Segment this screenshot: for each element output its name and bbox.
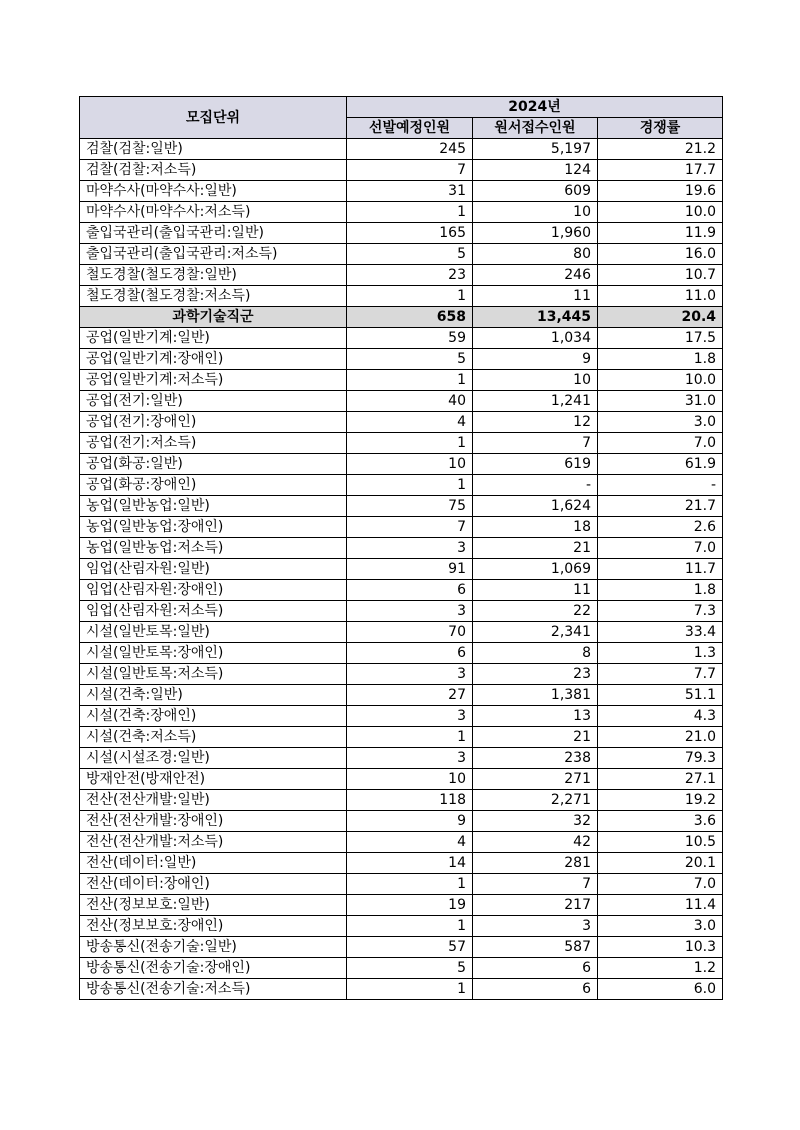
row-applied: 619 [473, 454, 598, 475]
row-ratio: 17.7 [598, 160, 723, 181]
table-row [80, 349, 723, 370]
table-row [80, 580, 723, 601]
header-applied: 원서접수인원 [473, 118, 598, 139]
row-selected: 1 [347, 979, 473, 1000]
table-row [80, 769, 723, 790]
row-ratio: 7.0 [598, 433, 723, 454]
table-row [80, 181, 723, 202]
row-applied: 11 [473, 286, 598, 307]
row-name: 시설(건축:저소득) [80, 727, 347, 748]
row-selected: 6 [347, 580, 473, 601]
row-ratio: 33.4 [598, 622, 723, 643]
row-ratio: 19.2 [598, 790, 723, 811]
row-selected: 118 [347, 790, 473, 811]
row-name: 전산(전산개발:일반) [80, 790, 347, 811]
row-applied: 2,341 [473, 622, 598, 643]
table-row [80, 685, 723, 706]
row-ratio: 20.4 [598, 307, 723, 328]
row-name: 마약수사(마약수사:일반) [80, 181, 347, 202]
row-name: 공업(화공:장애인) [80, 475, 347, 496]
table-row [80, 160, 723, 181]
row-ratio: 1.2 [598, 958, 723, 979]
table-row [80, 937, 723, 958]
row-applied: 11 [473, 580, 598, 601]
row-selected: 19 [347, 895, 473, 916]
table-row [80, 601, 723, 622]
row-name: 방송통신(전송기술:저소득) [80, 979, 347, 1000]
row-name: 검찰(검찰:일반) [80, 139, 347, 160]
row-name: 시설(일반토목:일반) [80, 622, 347, 643]
row-ratio: 1.8 [598, 349, 723, 370]
row-selected: 165 [347, 223, 473, 244]
row-applied: 21 [473, 727, 598, 748]
table-row [80, 748, 723, 769]
row-selected: 3 [347, 664, 473, 685]
row-applied: 609 [473, 181, 598, 202]
row-name: 시설(시설조경:일반) [80, 748, 347, 769]
row-name: 전산(데이터:일반) [80, 853, 347, 874]
header-ratio: 경쟁률 [598, 118, 723, 139]
table-row [80, 496, 723, 517]
table-row [80, 475, 723, 496]
row-ratio: - [598, 475, 723, 496]
table-row [80, 979, 723, 1000]
row-selected: 5 [347, 349, 473, 370]
row-applied: 1,241 [473, 391, 598, 412]
row-name: 전산(정보보호:장애인) [80, 916, 347, 937]
row-ratio: 19.6 [598, 181, 723, 202]
table-row [80, 370, 723, 391]
row-name: 임업(산림자원:저소득) [80, 601, 347, 622]
row-name: 공업(일반기계:일반) [80, 328, 347, 349]
table-row [80, 643, 723, 664]
header-unit: 모집단위 [80, 97, 347, 139]
table-row [80, 916, 723, 937]
row-name: 검찰(검찰:저소득) [80, 160, 347, 181]
row-selected: 57 [347, 937, 473, 958]
row-name: 공업(전기:저소득) [80, 433, 347, 454]
row-name: 공업(일반기계:장애인) [80, 349, 347, 370]
row-name: 전산(정보보호:일반) [80, 895, 347, 916]
table-row [80, 517, 723, 538]
table-row [80, 454, 723, 475]
row-applied: 8 [473, 643, 598, 664]
row-selected: 1 [347, 874, 473, 895]
row-selected: 3 [347, 601, 473, 622]
row-ratio: 79.3 [598, 748, 723, 769]
row-selected: 27 [347, 685, 473, 706]
row-applied: 13,445 [473, 307, 598, 328]
table-row [80, 328, 723, 349]
row-applied: 1,381 [473, 685, 598, 706]
row-applied: 271 [473, 769, 598, 790]
row-selected: 3 [347, 538, 473, 559]
row-applied: 6 [473, 958, 598, 979]
row-applied: 13 [473, 706, 598, 727]
row-selected: 7 [347, 160, 473, 181]
table-row [80, 265, 723, 286]
row-name: 전산(전산개발:저소득) [80, 832, 347, 853]
row-ratio: 10.0 [598, 202, 723, 223]
row-selected: 3 [347, 748, 473, 769]
row-name: 마약수사(마약수사:저소득) [80, 202, 347, 223]
row-ratio: 11.4 [598, 895, 723, 916]
row-name: 과학기술직군 [80, 307, 347, 328]
table-row [80, 391, 723, 412]
row-ratio: 31.0 [598, 391, 723, 412]
row-ratio: 4.3 [598, 706, 723, 727]
row-name: 시설(건축:일반) [80, 685, 347, 706]
row-ratio: 21.0 [598, 727, 723, 748]
row-selected: 10 [347, 454, 473, 475]
row-name: 농업(일반농업:일반) [80, 496, 347, 517]
row-applied: 5,197 [473, 139, 598, 160]
row-applied: 10 [473, 202, 598, 223]
row-selected: 14 [347, 853, 473, 874]
table-row [80, 706, 723, 727]
row-applied: 7 [473, 874, 598, 895]
row-selected: 31 [347, 181, 473, 202]
table-row [80, 223, 723, 244]
row-applied: 3 [473, 916, 598, 937]
row-ratio: 6.0 [598, 979, 723, 1000]
row-applied: 22 [473, 601, 598, 622]
row-name: 출입국관리(출입국관리:저소득) [80, 244, 347, 265]
row-selected: 658 [347, 307, 473, 328]
table-row [80, 139, 723, 160]
row-selected: 10 [347, 769, 473, 790]
row-ratio: 7.3 [598, 601, 723, 622]
row-applied: 238 [473, 748, 598, 769]
row-ratio: 3.0 [598, 916, 723, 937]
row-ratio: 27.1 [598, 769, 723, 790]
table-row [80, 244, 723, 265]
table-row [80, 727, 723, 748]
row-name: 방재안전(방재안전) [80, 769, 347, 790]
row-ratio: 11.9 [598, 223, 723, 244]
table-row [80, 853, 723, 874]
row-name: 시설(일반토목:저소득) [80, 664, 347, 685]
row-applied: 42 [473, 832, 598, 853]
row-selected: 1 [347, 286, 473, 307]
table-body [80, 139, 723, 1000]
row-ratio: 1.8 [598, 580, 723, 601]
category-row [80, 307, 723, 328]
table-row [80, 412, 723, 433]
table-row [80, 958, 723, 979]
table-row [80, 790, 723, 811]
header-year: 2024년 [347, 97, 723, 118]
row-ratio: 11.7 [598, 559, 723, 580]
row-selected: 91 [347, 559, 473, 580]
table-row [80, 559, 723, 580]
row-applied: 587 [473, 937, 598, 958]
row-selected: 4 [347, 832, 473, 853]
row-selected: 40 [347, 391, 473, 412]
row-name: 공업(일반기계:저소득) [80, 370, 347, 391]
row-name: 시설(일반토목:장애인) [80, 643, 347, 664]
row-ratio: 10.7 [598, 265, 723, 286]
row-name: 공업(전기:일반) [80, 391, 347, 412]
row-ratio: 11.0 [598, 286, 723, 307]
row-applied: 18 [473, 517, 598, 538]
row-ratio: 10.0 [598, 370, 723, 391]
row-applied: - [473, 475, 598, 496]
row-ratio: 10.3 [598, 937, 723, 958]
table-row [80, 895, 723, 916]
row-selected: 5 [347, 958, 473, 979]
table-row [80, 202, 723, 223]
row-ratio: 2.6 [598, 517, 723, 538]
row-name: 농업(일반농업:장애인) [80, 517, 347, 538]
row-applied: 80 [473, 244, 598, 265]
row-selected: 7 [347, 517, 473, 538]
row-name: 방송통신(전송기술:장애인) [80, 958, 347, 979]
row-selected: 245 [347, 139, 473, 160]
row-name: 임업(산림자원:일반) [80, 559, 347, 580]
row-applied: 12 [473, 412, 598, 433]
row-name: 전산(데이터:장애인) [80, 874, 347, 895]
row-selected: 3 [347, 706, 473, 727]
row-selected: 1 [347, 433, 473, 454]
row-selected: 59 [347, 328, 473, 349]
row-ratio: 3.6 [598, 811, 723, 832]
row-name: 공업(전기:장애인) [80, 412, 347, 433]
row-ratio: 61.9 [598, 454, 723, 475]
row-name: 전산(전산개발:장애인) [80, 811, 347, 832]
row-applied: 217 [473, 895, 598, 916]
row-selected: 5 [347, 244, 473, 265]
row-ratio: 21.2 [598, 139, 723, 160]
row-name: 시설(건축:장애인) [80, 706, 347, 727]
row-applied: 21 [473, 538, 598, 559]
row-ratio: 10.5 [598, 832, 723, 853]
row-selected: 6 [347, 643, 473, 664]
row-applied: 1,624 [473, 496, 598, 517]
row-selected: 9 [347, 811, 473, 832]
row-applied: 7 [473, 433, 598, 454]
row-ratio: 1.3 [598, 643, 723, 664]
row-ratio: 21.7 [598, 496, 723, 517]
table-row [80, 622, 723, 643]
row-ratio: 7.7 [598, 664, 723, 685]
table-row [80, 832, 723, 853]
row-applied: 23 [473, 664, 598, 685]
row-applied: 10 [473, 370, 598, 391]
row-selected: 75 [347, 496, 473, 517]
row-applied: 32 [473, 811, 598, 832]
row-ratio: 20.1 [598, 853, 723, 874]
row-name: 농업(일반농업:저소득) [80, 538, 347, 559]
row-selected: 4 [347, 412, 473, 433]
row-applied: 6 [473, 979, 598, 1000]
row-selected: 1 [347, 370, 473, 391]
header-selected: 선발예정인원 [347, 118, 473, 139]
row-applied: 1,960 [473, 223, 598, 244]
recruitment-table [79, 96, 723, 1000]
row-selected: 1 [347, 475, 473, 496]
row-selected: 1 [347, 916, 473, 937]
row-ratio: 51.1 [598, 685, 723, 706]
table-row [80, 874, 723, 895]
row-applied: 9 [473, 349, 598, 370]
row-applied: 281 [473, 853, 598, 874]
row-name: 공업(화공:일반) [80, 454, 347, 475]
table-row [80, 538, 723, 559]
row-applied: 124 [473, 160, 598, 181]
table-row [80, 664, 723, 685]
row-name: 임업(산림자원:장애인) [80, 580, 347, 601]
row-selected: 1 [347, 727, 473, 748]
row-applied: 1,069 [473, 559, 598, 580]
row-selected: 70 [347, 622, 473, 643]
row-ratio: 17.5 [598, 328, 723, 349]
row-name: 철도경찰(철도경찰:저소득) [80, 286, 347, 307]
table-row [80, 433, 723, 454]
row-applied: 2,271 [473, 790, 598, 811]
row-name: 출입국관리(출입국관리:일반) [80, 223, 347, 244]
row-applied: 1,034 [473, 328, 598, 349]
row-applied: 246 [473, 265, 598, 286]
table-row [80, 286, 723, 307]
row-name: 철도경찰(철도경찰:일반) [80, 265, 347, 286]
row-name: 방송통신(전송기술:일반) [80, 937, 347, 958]
row-ratio: 7.0 [598, 538, 723, 559]
row-ratio: 16.0 [598, 244, 723, 265]
row-ratio: 7.0 [598, 874, 723, 895]
row-selected: 1 [347, 202, 473, 223]
table-row [80, 811, 723, 832]
row-ratio: 3.0 [598, 412, 723, 433]
row-selected: 23 [347, 265, 473, 286]
